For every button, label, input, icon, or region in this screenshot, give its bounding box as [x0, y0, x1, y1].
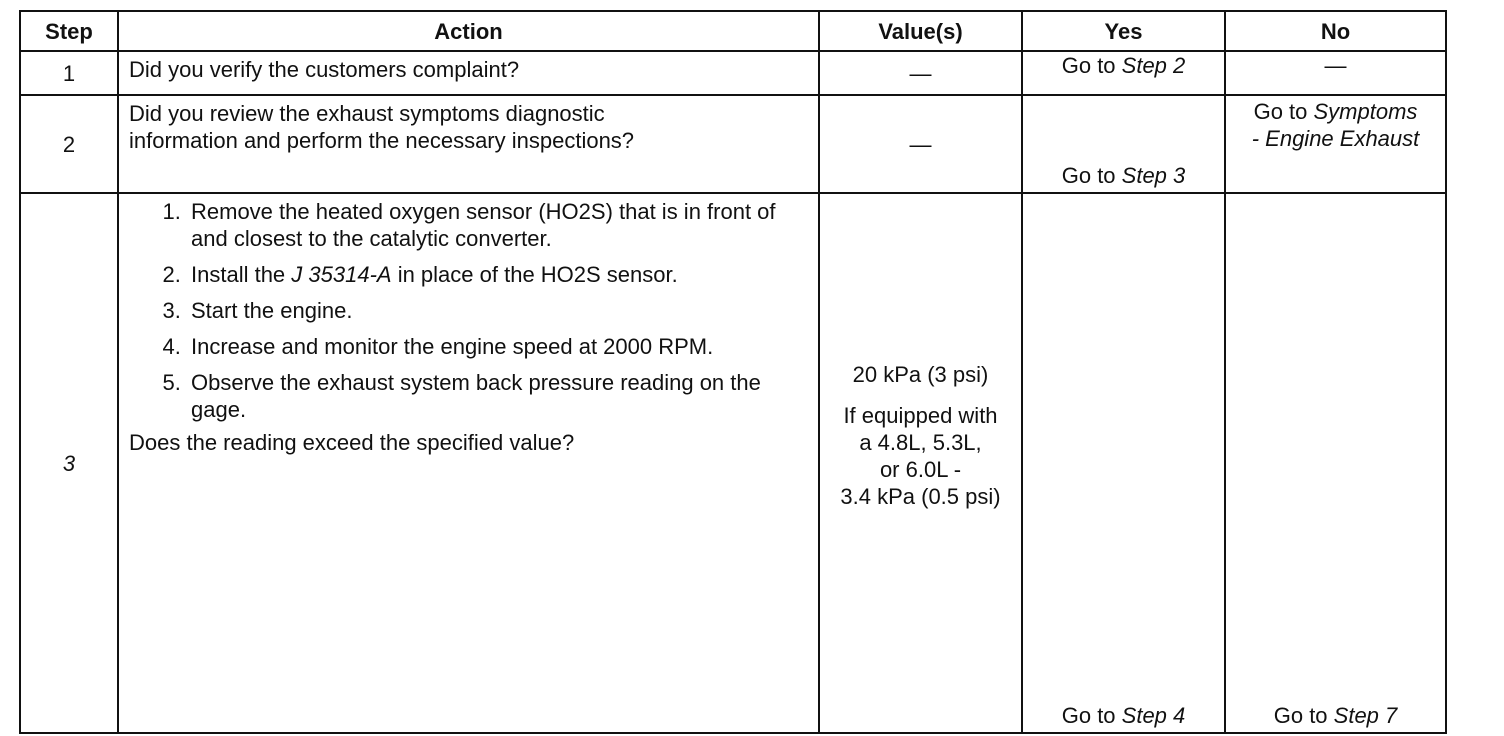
yes-goto — [1023, 162, 1224, 189]
substep-item: 1. Remove the heated oxygen sensor (HO2S) that is in front of and closest to the catalytic converter. — [187, 198, 810, 252]
substep-item — [187, 261, 810, 288]
go-to-label: Go to — [1061, 703, 1122, 728]
go-to-label: Go to — [1273, 703, 1334, 728]
value-line: a 4.8L, 5.3L, — [859, 430, 982, 455]
table-row — [20, 51, 1446, 95]
value-line: or 6.0L - — [879, 457, 962, 482]
symptoms-link[interactable]: Symptoms — [1313, 99, 1418, 124]
no-cell — [1225, 95, 1446, 193]
action-text — [118, 95, 819, 193]
step-link[interactable]: Step 2 — [1121, 53, 1186, 78]
no-goto — [1226, 702, 1445, 729]
no-goto — [1226, 96, 1445, 125]
yes-goto — [1023, 702, 1224, 729]
tool-name: J 35314-A — [291, 262, 392, 287]
substep-text: Install the — [191, 262, 292, 287]
substep-item: 3. Start the engine. — [187, 297, 810, 324]
action-text: Did you verify the customers complaint? — [118, 51, 819, 95]
header-yes: Yes — [1022, 11, 1225, 51]
step-link[interactable]: Step 4 — [1121, 703, 1186, 728]
diagnostic-table — [19, 10, 1447, 734]
header-step: Step — [20, 11, 118, 51]
value-text: — — [819, 95, 1022, 193]
action-text — [118, 193, 819, 733]
value-line: 3.4 kPa (0.5 psi) — [840, 484, 1001, 509]
table-row — [20, 193, 1446, 733]
action-line: information and perform the necessary inspections? — [129, 128, 635, 153]
no-cell — [1225, 193, 1446, 733]
value-primary: 20 kPa (3 psi) — [852, 362, 989, 387]
yes-cell — [1022, 95, 1225, 193]
step-number: 2 — [20, 95, 118, 193]
substep-item: 4. Increase and monitor the engine speed at 2000 RPM. — [187, 333, 810, 360]
question-text: Does the reading exceed the specified value? — [129, 430, 575, 455]
value-cell — [819, 193, 1022, 733]
step-number: 1 — [20, 51, 118, 95]
value-line: If equipped with — [843, 403, 998, 428]
value-text: — — [819, 51, 1022, 95]
go-to-label: Go to — [1253, 99, 1314, 124]
substep-list — [129, 198, 810, 423]
substep-text: in place of the HO2S sensor. — [391, 262, 678, 287]
step-link[interactable]: Step 7 — [1333, 703, 1398, 728]
step-number: 3 — [20, 193, 118, 733]
table-row — [20, 95, 1446, 193]
action-line: Did you review the exhaust symptoms diagnostic — [129, 101, 605, 126]
yes-cell — [1022, 193, 1225, 733]
yes-cell — [1022, 51, 1225, 95]
symptoms-link-line2[interactable]: - Engine Exhaust — [1251, 126, 1420, 151]
value-block — [840, 361, 1000, 510]
step-link[interactable]: Step 3 — [1121, 163, 1186, 188]
header-action: Action — [118, 11, 819, 51]
go-to-label: Go to — [1061, 53, 1122, 78]
go-to-label: Go to — [1061, 163, 1122, 188]
header-no: No — [1225, 11, 1446, 51]
header-values: Value(s) — [819, 11, 1022, 51]
header-row — [20, 11, 1446, 51]
substep-item: 5. Observe the exhaust system back pressure reading on the gage. — [187, 369, 810, 423]
no-text: — — [1225, 51, 1446, 95]
